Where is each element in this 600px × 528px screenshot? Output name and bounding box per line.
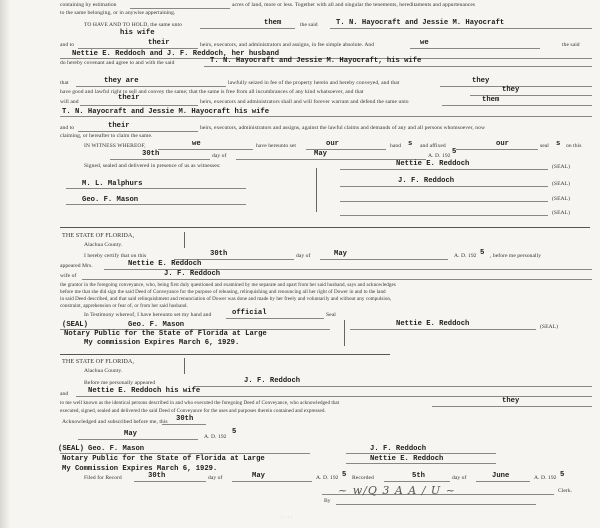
ack1-official: official [232, 309, 267, 317]
deed-top-b: acres of land, more or less. Together with all and singular the tenements, hereditaments and appurtenances [232, 2, 476, 8]
blank-line [60, 453, 310, 454]
ack2-clerk: Clerk. [558, 488, 573, 494]
ack2-ad: A. D. 192 [204, 434, 227, 440]
ack2-sign-2: Nettie E. Reddoch [370, 455, 444, 463]
blank-line [330, 28, 592, 29]
their-3: their [108, 122, 130, 130]
hand-s: hand [390, 143, 402, 149]
ack2-notary-name: Geo. F. Mason [88, 445, 145, 453]
signature-line [350, 329, 536, 330]
ack2-county: Alachua County. [84, 368, 123, 374]
covenant-clause: do hereby covenant and agree to and with the said [60, 60, 175, 66]
seized-clause: lawfully seized in fee of the property herein and hereby conveyed, and that [228, 80, 400, 86]
ack1-yr: 5 [480, 249, 485, 257]
ack1-testimony: In Testimony whereof, I have hereunto set my hand and [84, 312, 212, 318]
ack2-filed-ad: A. D. 192 [316, 475, 339, 481]
ack2-rec-day: 5th [412, 472, 425, 480]
blank-line [232, 481, 312, 482]
signed-sealed: Signed, sealed and delivered in presence of us as witnesses: [84, 163, 221, 169]
witness-a: IN WITNESS WHEREOF, [84, 143, 146, 149]
warrant-clause: heirs, executors and administrators shall and will forever warrant and defend the same unto [200, 99, 409, 105]
clerk-signature: ~ w/Q 3 A A / U ~ [338, 484, 456, 497]
ack1-husband: J. F. Reddoch [164, 270, 221, 278]
ack1-seal-label: (SEAL) [540, 324, 559, 330]
ack1-county: Alachua County. [84, 242, 123, 248]
ack2-they: they [502, 397, 520, 405]
blank-line [110, 159, 210, 160]
ack2-notary-title: Notary Public for the State of Florida at Large [62, 455, 265, 463]
blank-line [78, 439, 198, 440]
ack1-month: May [334, 250, 347, 258]
blank-line [410, 48, 540, 49]
ack1-seal-tag: (SEAL) [62, 321, 88, 329]
blank-line [76, 86, 226, 87]
blank-line [226, 318, 324, 319]
ack1-body-2: before me that she did sign the said Deed of Conveyance for the purpose of releasing, relinquishing and renouncing all her right of Dower in and to the land [60, 289, 386, 295]
ack1-ad: A. D. 192 [454, 253, 477, 259]
witness-2: Geo. F. Mason [82, 196, 139, 204]
ack2-day: 30th [176, 415, 194, 423]
brace [344, 320, 348, 346]
ack2-known-a: to me well known as the identical persons described in and who executed the foregoing Deed of Conveyance, who acknowledged that [60, 400, 340, 406]
ack2-known-b: executed, signed, sealed and delivered the said Deed of Conveyance for the uses and purposes therein contained and expressed. [60, 408, 326, 414]
signature-line [346, 453, 496, 454]
grantees-3: T. N. Hayocraft and Jessie M. Hayocraft his wife [62, 108, 270, 116]
ack1-day: 30th [210, 250, 228, 258]
section-divider [60, 354, 390, 355]
good-right-clause: have good and lawful right to sell and convey the same; that the same is free from all incumbrances of any kind whatsoever, and that [60, 89, 364, 95]
seal-label-4: (SEAL) [552, 210, 571, 216]
blank-line [442, 105, 592, 106]
ack2-filed-yr: 5 [342, 471, 347, 479]
blank-line [194, 386, 592, 387]
brace [184, 232, 188, 248]
they: they [472, 77, 490, 85]
brace [184, 358, 188, 374]
ack2-day-of: day of [208, 475, 223, 481]
ack1-notary-title: Notary Public for the State of Florida at Large [64, 330, 267, 338]
deed-month: May [314, 150, 327, 158]
witness-line [66, 204, 246, 205]
witness-1: M. L. Malphurs [82, 180, 143, 188]
claiming-clause: claiming, or hereafter to claim the same. [60, 133, 153, 139]
s2: s [556, 140, 561, 148]
habendum-a: TO HAVE AND TO HOLD, the same unto [84, 22, 182, 28]
them: them [482, 96, 500, 104]
ack1-state: THE STATE OF FLORIDA, [62, 232, 135, 239]
blank-line [432, 406, 592, 407]
blank-line [384, 481, 450, 482]
seal-label-2: (SEAL) [552, 181, 571, 187]
our: our [326, 140, 339, 148]
ack2-filed-month: May [252, 472, 265, 480]
ack2-subscribed: Acknowledged and subscribed before me, this [62, 419, 168, 425]
deed-day: 30th [142, 150, 160, 158]
ack2-rec-yr: 5 [560, 471, 565, 479]
and-affixed: and affixed [420, 143, 446, 149]
ack1-name: Nettie E. Reddoch [128, 260, 202, 268]
ack2-filed-day: 30th [148, 472, 166, 480]
sign-2: J. F. Reddoch [398, 177, 455, 185]
ack2-before: Before me personally appeared [84, 380, 156, 386]
seal-label-3: (SEAL) [552, 196, 571, 202]
blank-line [476, 481, 530, 482]
their: their [148, 39, 170, 47]
signature-line [340, 201, 548, 202]
ack1-commission: My commission Expires March 6, 1929. [84, 339, 240, 347]
grantees-1: T. N. Hayocraft and Jessie M. Hayocraft [336, 19, 505, 27]
blank-line [130, 8, 230, 9]
deed-top-c: to the same belonging, or in anywise appertaining. [60, 10, 176, 16]
seal-s: seal [540, 143, 549, 149]
ack1-before: , before me personally [490, 253, 542, 259]
seal-label-1: (SEAL) [552, 164, 571, 170]
day-of: day of [212, 153, 227, 159]
and-to: and to [60, 42, 75, 48]
signature-line [340, 186, 548, 187]
ack2-sign-1: J. F. Reddoch [370, 445, 427, 453]
section-divider [60, 227, 590, 228]
ack1-certify: I hereby certify that on this [84, 253, 147, 259]
grantees-2: T. N. Hayocraft and Jessie M. Hayocraft, his wife [210, 57, 422, 65]
signature-line [340, 169, 548, 170]
ack1-body-4: constraint, apprehension or fear of, or from her said husband. [60, 303, 188, 309]
ack2-month: May [124, 430, 137, 438]
we: we [420, 39, 429, 47]
witness-b: have hereunto set [256, 143, 296, 149]
ack2-recorded: Recorded [352, 475, 374, 481]
deed-top-a: containing by estimation [60, 2, 117, 8]
deed-ad: A. D. 192 [428, 153, 451, 159]
habendum-b: the said [300, 22, 318, 28]
ack1-day-of: day of [296, 253, 311, 259]
blank-line [80, 105, 198, 106]
the-said: the said [562, 42, 580, 48]
ack2-commission: My Commission Expires March 6, 1929. [62, 465, 218, 473]
blank-line [134, 481, 206, 482]
deed-yr: 5 [452, 148, 457, 156]
ack2-seal-tag: (SEAL) [58, 445, 84, 453]
ack1-body-3: in said Deed described, and that said relinquishment and renunciation of Dower was done and made by her freely and voluntarily and without any compulsion, [60, 296, 392, 302]
sign-1: Nettie E. Reddoch [396, 160, 470, 168]
ack2-yr: 5 [232, 428, 237, 436]
blank-line [320, 259, 448, 260]
ack2-party-1: J. F. Reddoch [244, 377, 301, 385]
ack2-and: and [60, 391, 69, 397]
witness-line [66, 188, 246, 189]
scan-edge [0, 0, 10, 528]
habendum-them: them [264, 19, 282, 27]
their-2: their [118, 94, 140, 102]
will-and: will and [60, 99, 79, 105]
blank-line [78, 131, 198, 132]
witness-we: we [192, 140, 201, 148]
against-clause: heirs, executors, administrators and assigns, against the lawful claims and demands of any and all persons whomsoever, now [200, 125, 486, 131]
brace [316, 168, 320, 212]
blank-line [60, 116, 592, 117]
ack1-appeared: appeared Mrs. [60, 263, 93, 269]
ack2-rec-month: June [492, 472, 510, 480]
blank-line [78, 48, 198, 49]
ack1-seal-word: Seal [326, 312, 336, 318]
blank-line [162, 424, 206, 425]
they-2: they [502, 86, 520, 94]
our-2: our [496, 140, 509, 148]
signature-line [340, 215, 548, 216]
blank-line [456, 149, 538, 150]
ack2-state: THE STATE OF FLORIDA, [62, 358, 135, 365]
ack2-filed: Filed for Record [84, 475, 122, 481]
on-this: on this [566, 143, 582, 149]
blank-line [204, 66, 592, 67]
ack2-by: By [324, 498, 331, 504]
ack1-signer: Nettie E. Reddoch [396, 320, 470, 328]
faint-mark: · · · · [280, 515, 293, 521]
grantors: Nettie E. Reddoch and J. F. Reddoch, her husband [72, 50, 280, 58]
his-wife: his wife [120, 29, 155, 37]
by-line [336, 504, 536, 505]
that: that [60, 80, 69, 86]
ack1-body-1: the grantor in the foregoing conveyance, who, being first duly questioned and examined by me separate and apart from her said husband, says and acknowledges [60, 282, 396, 288]
they-are: they are [104, 77, 139, 85]
ack1-wife-of: wife of [60, 273, 77, 279]
and-to-2: and to [60, 125, 75, 131]
blank-line [82, 279, 592, 280]
ack1-notary-name: Geo. F. Mason [128, 321, 185, 329]
s1: s [408, 140, 413, 148]
ack2-rec-day-of: day of [452, 475, 467, 481]
ack2-rec-ad: A. D. 192 [534, 475, 557, 481]
signature-line [346, 463, 496, 464]
heirs-clause: heirs, executors, and administrators and assigns, in fee simple absolute. And [200, 42, 375, 48]
blank-line [200, 28, 295, 29]
ack2-party-2: Nettie E. Reddoch his wife [88, 387, 201, 395]
blank-line [158, 149, 253, 150]
